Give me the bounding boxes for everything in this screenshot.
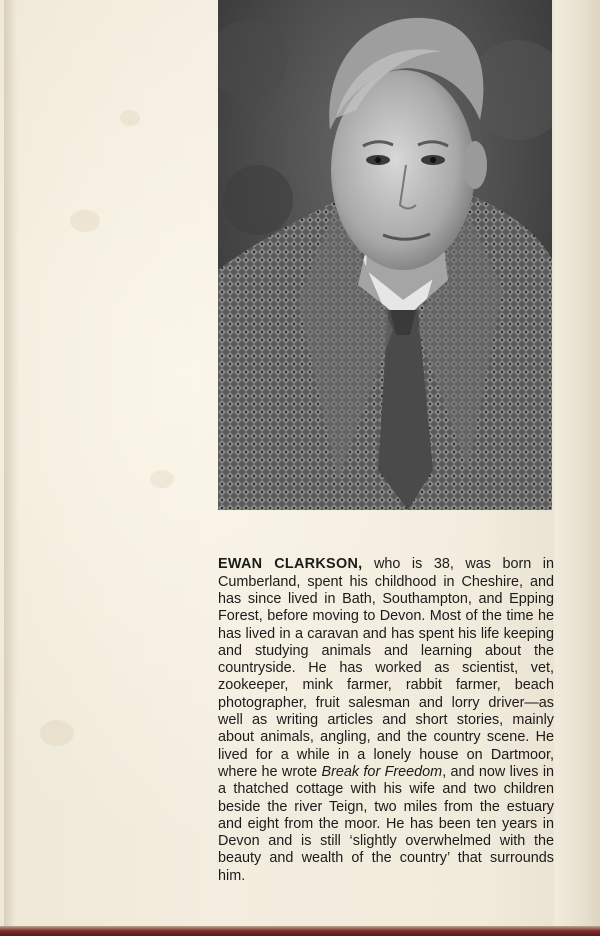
paper-stain: [150, 470, 174, 488]
book-title: Break for Freedom: [321, 763, 443, 780]
author-name: EWAN CLARKSON,: [218, 556, 363, 573]
bio-text-part1: who is 38, was born in Cumberland, spent his childhood in Cheshire, and has since lived in Bath, Southampton, and Epping Forest, before moving to Devon. Most of the time he has lived in a caravan and has spent his life keeping and studying animals and learning about the countryside. He has worked as scientist, vet, zookeeper, mink farmer, rabbit farmer, beach photographer, fruit salesman and lorry driver—as well as writing articles and short stories, mainly about animals, angling, and the country scene. He lived for a while in a lonely house on Dartmoor, where he wrote: [218, 556, 554, 780]
author-photo: [218, 0, 552, 510]
paper-stain: [70, 210, 100, 232]
author-bio: [218, 556, 554, 885]
paper-stain: [120, 110, 140, 126]
jacket-bottom-band: [0, 926, 600, 936]
spine-fold: [4, 0, 18, 936]
jacket-right-edge: [554, 0, 600, 936]
paper-stain: [40, 720, 74, 746]
bio-text-part2: , and now lives in a thatched cottage with his wife and two children beside the river Teign, two miles from the estuary and eight from the moor. He has been ten years in Devon and is still ‘slightly overwhelmed with the beauty and wealth of the country’ that surrounds him.: [218, 763, 555, 884]
